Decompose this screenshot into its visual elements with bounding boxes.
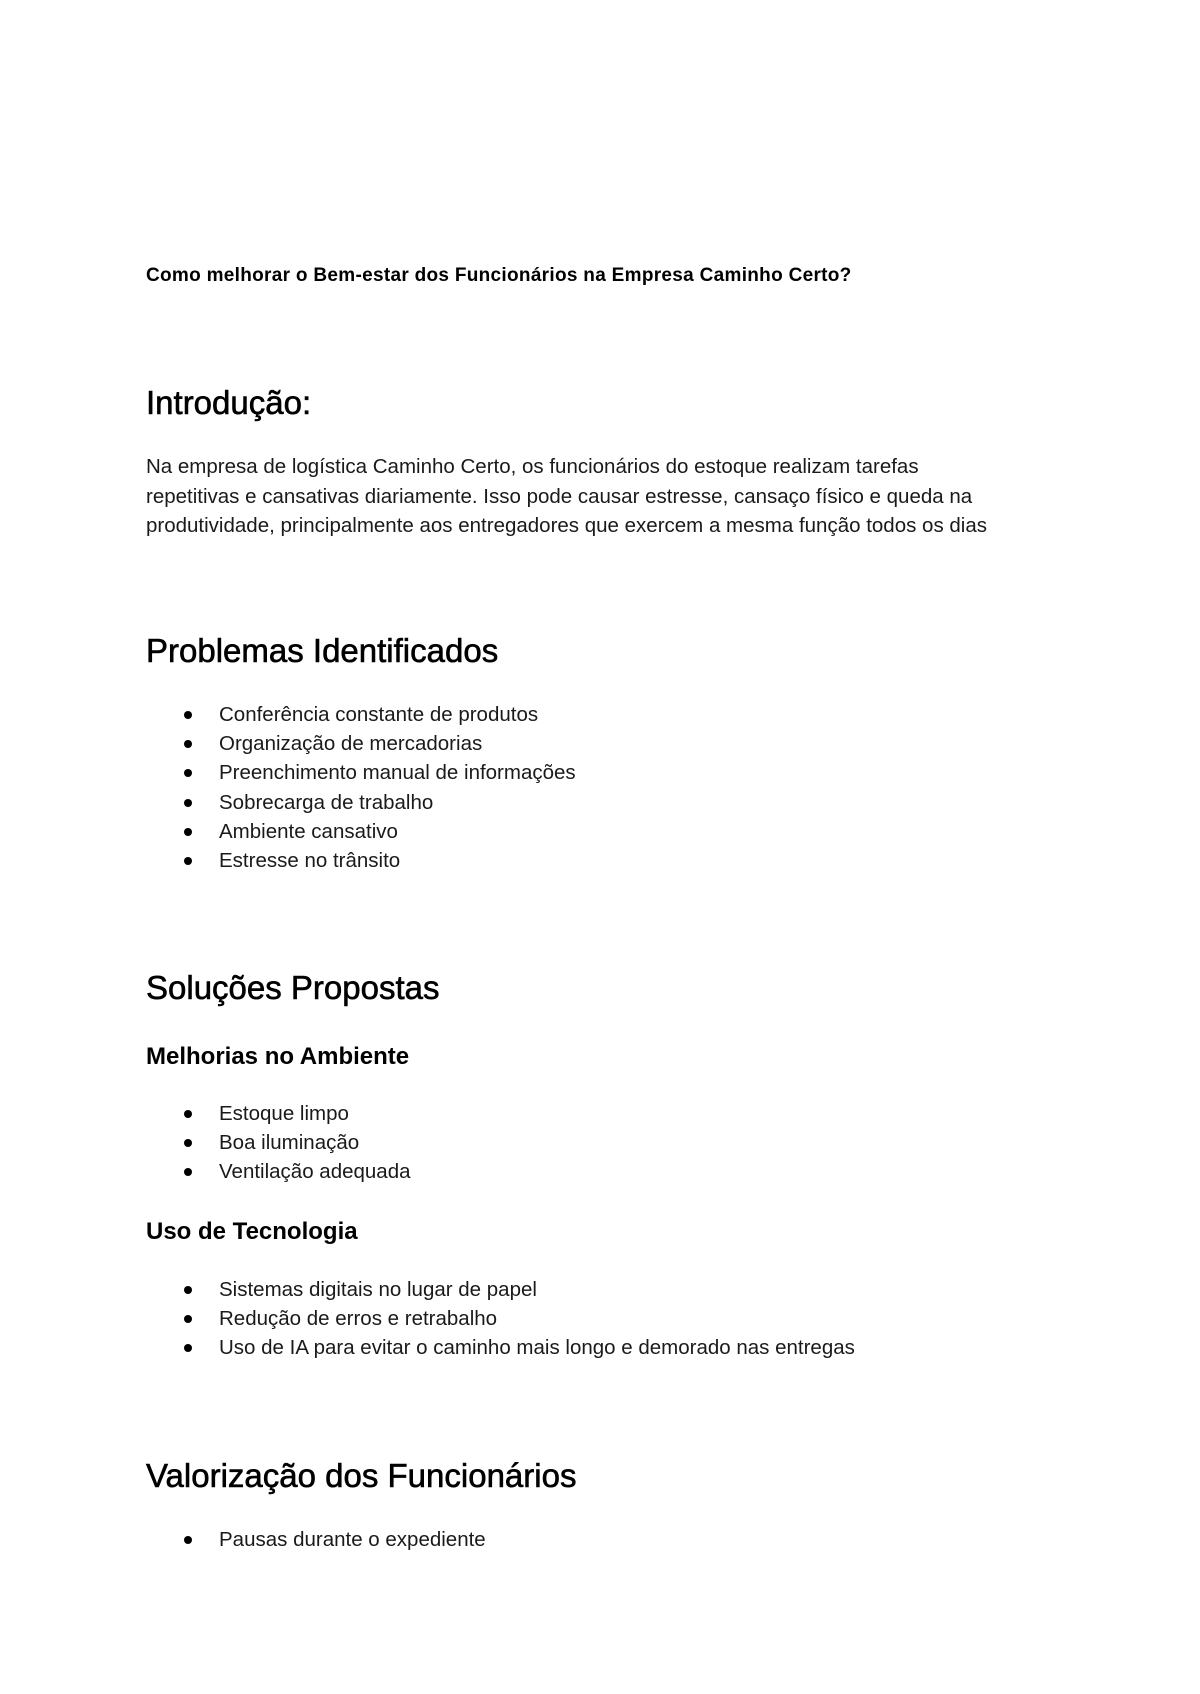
bullet-icon xyxy=(184,711,192,719)
technology-list xyxy=(146,1275,855,1363)
list-item-text: Redução de erros e retrabalho xyxy=(219,1307,498,1331)
environment-list xyxy=(146,1099,411,1187)
list-item-text: Pausas durante o expediente xyxy=(219,1528,486,1551)
bullet-icon xyxy=(184,1344,192,1352)
bullet-icon xyxy=(184,1286,192,1294)
bullet-icon xyxy=(184,1168,192,1176)
list-item xyxy=(146,817,576,846)
bullet-icon xyxy=(184,740,192,748)
list-item xyxy=(146,1128,411,1157)
bullet-icon xyxy=(184,1110,192,1118)
intro-paragraph xyxy=(146,452,1086,541)
bullet-icon xyxy=(184,857,192,865)
bullet-icon xyxy=(184,1536,192,1544)
solutions-heading: Soluções Propostas xyxy=(146,969,440,1006)
list-item-text: Organização de mercadorias xyxy=(219,732,483,756)
problems-list xyxy=(146,700,576,875)
list-item xyxy=(146,1333,855,1362)
list-item xyxy=(146,700,576,729)
technology-heading: Uso de Tecnologia xyxy=(146,1218,358,1245)
list-item xyxy=(146,1304,855,1333)
bullet-icon xyxy=(184,1315,192,1323)
problems-heading: Problemas Identificados xyxy=(146,632,499,669)
list-item xyxy=(146,1157,411,1186)
list-item-text: Ambiente cansativo xyxy=(219,819,398,843)
list-item xyxy=(146,729,576,758)
document-title: Como melhorar o Bem-estar dos Funcionários na Empresa Caminho Certo? xyxy=(146,265,852,286)
intro-heading: Introdução: xyxy=(146,384,312,421)
valorization-heading: Valorização dos Funcionários xyxy=(146,1457,577,1494)
list-item-text: Uso de IA para evitar o caminho mais longo e demorado nas entregas xyxy=(219,1336,855,1360)
list-item-text: Sistemas digitais no lugar de papel xyxy=(219,1278,537,1301)
list-item-text: Preenchimento manual de informações xyxy=(219,761,576,785)
list-item-text: Sobrecarga de trabalho xyxy=(219,790,434,814)
bullet-icon xyxy=(184,828,192,836)
list-item xyxy=(146,1099,411,1128)
list-item xyxy=(146,846,576,875)
list-item-text: Boa iluminação xyxy=(219,1131,360,1155)
valorization-list xyxy=(146,1525,486,1554)
list-item xyxy=(146,788,576,817)
list-item-text: Estresse no trânsito xyxy=(219,849,401,873)
list-item-text: Conferência constante de produtos xyxy=(219,703,539,726)
intro-line: repetitivas e cansativas diariamente. Isso pode causar estresse, cansaço físico e queda na xyxy=(146,484,973,508)
list-item-text: Ventilação adequada xyxy=(219,1160,411,1184)
list-item xyxy=(146,1525,486,1554)
bullet-icon xyxy=(184,799,192,807)
bullet-icon xyxy=(184,769,192,777)
list-item xyxy=(146,1275,855,1304)
list-item-text: Estoque limpo xyxy=(219,1102,349,1125)
list-item xyxy=(146,758,576,787)
intro-line: produtividade, principalmente aos entregadores que exercem a mesma função todos os dias xyxy=(146,514,987,537)
environment-heading: Melhorias no Ambiente xyxy=(146,1043,410,1070)
bullet-icon xyxy=(184,1139,192,1147)
intro-line: Na empresa de logística Caminho Certo, os funcionários do estoque realizam tarefas xyxy=(146,455,919,478)
